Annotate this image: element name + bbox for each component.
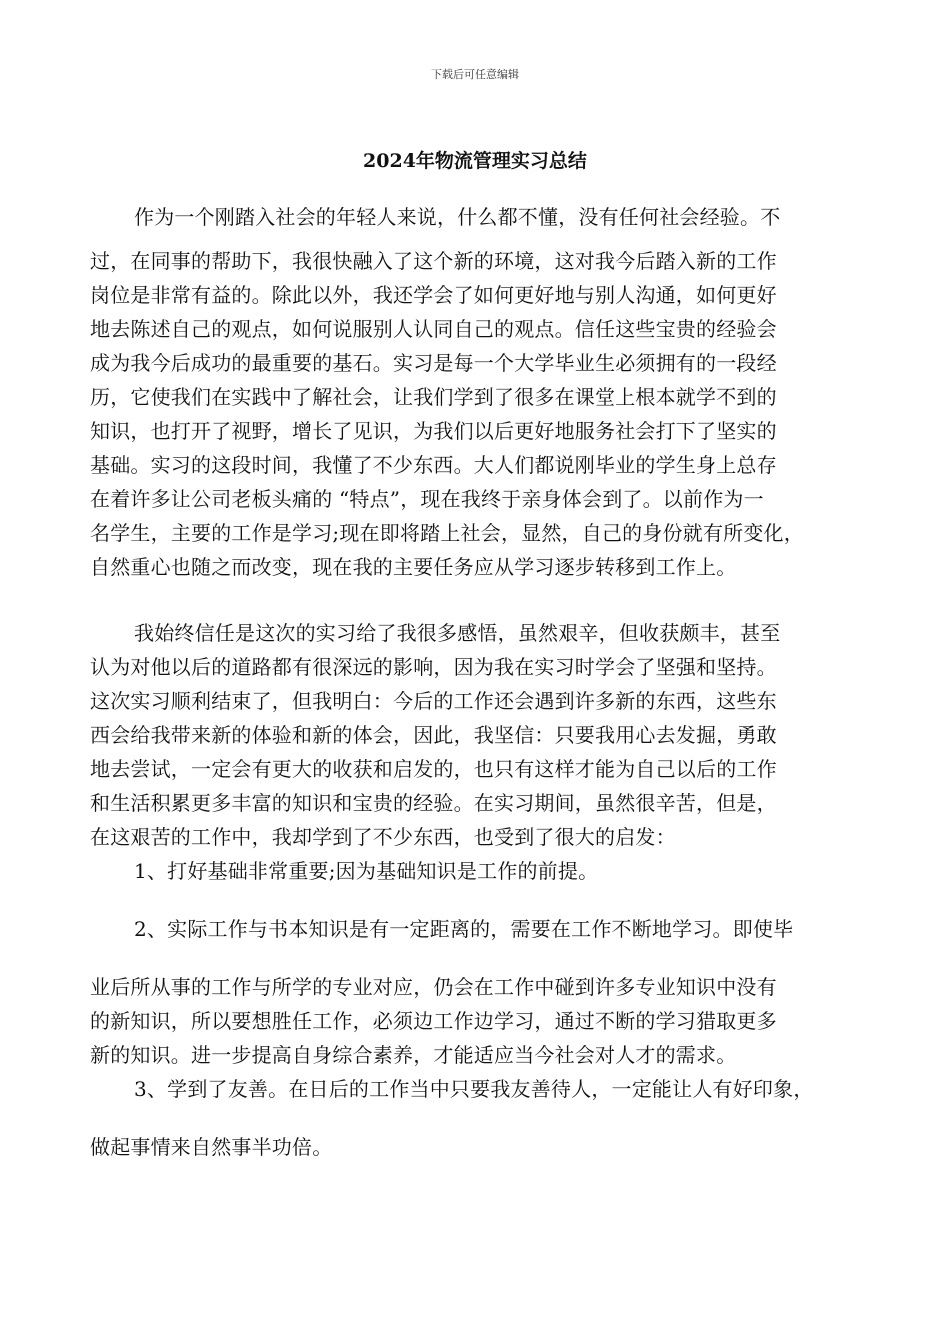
text-line: 地去陈述自己的观点，如何说服别人认同自己的观点。信任这些宝贵的经验会 <box>90 317 777 341</box>
text-line: 认为对他以后的道路都有很深远的影响，因为我在实习时学会了坚强和坚持。 <box>90 655 777 679</box>
text-line: 这次实习顺利结束了，但我明白：今后的工作还会遇到许多新的东西，这些东 <box>90 689 777 713</box>
page-title: 2024年物流管理实习总结 <box>363 150 587 172</box>
text-line: 基础。实习的这段时间，我懂了不少东西。大人们都说刚毕业的学生身上总存 <box>90 453 777 477</box>
text-line: 做起事情来自然事半功倍。 <box>90 1135 333 1159</box>
text-line: 历，它使我们在实践中了解社会，让我们学到了很多在课堂上根本就学不到的 <box>90 385 777 409</box>
text-line: 作为一个刚踏入社会的年轻人来说，什么都不懂，没有任何社会经验。不 <box>134 205 781 229</box>
text-line: 在着许多让公司老板头痛的 “特点”，现在我终于亲身体会到了。以前作为一 <box>90 487 764 511</box>
text-line: 地去尝试，一定会有更大的收获和启发的，也只有这样才能为自己以后的工作 <box>90 757 777 781</box>
text-line: 过，在同事的帮助下，我很快融入了这个新的环境，这对我今后踏入新的工作 <box>90 249 777 273</box>
text-line: 名学生，主要的工作是学习;现在即将踏上社会，显然，自己的身份就有所变化， <box>90 521 804 545</box>
text-line: 我始终信任是这次的实习给了我很多感悟，虽然艰辛，但收获颇丰，甚至 <box>134 621 781 645</box>
text-line: 知识，也打开了视野，增长了见识，为我们以后更好地服务社会打下了坚实的 <box>90 419 777 443</box>
text-line: 自然重心也随之而改变，现在我的主要任务应从学习逐步转移到工作上。 <box>90 555 737 579</box>
text-line: 的新知识，所以要想胜任工作，必须边工作边学习，通过不断的学习猎取更多 <box>90 1009 777 1033</box>
text-line: 2、实际工作与书本知识是有一定距离的，需要在工作不断地学习。即使毕 <box>134 917 794 941</box>
text-line: 3、学到了友善。在日后的工作当中只要我友善待人，一定能让人有好印象， <box>134 1077 814 1101</box>
text-line: 在这艰苦的工作中，我却学到了不少东西，也受到了很大的启发： <box>90 825 676 849</box>
text-line: 新的知识。进一步提高自身综合素养，才能适应当今社会对人才的需求。 <box>90 1043 737 1067</box>
text-line: 1、打好基础非常重要;因为基础知识是工作的前提。 <box>134 859 599 883</box>
text-line: 岗位是非常有益的。除此以外，我还学会了如何更好地与别人沟通，如何更好 <box>90 283 777 307</box>
text-line: 西会给我带来新的体验和新的体会，因此，我坚信：只要我用心去发掘，勇敢 <box>90 723 777 747</box>
text-line: 业后所从事的工作与所学的专业对应，仍会在工作中碰到许多专业知识中没有 <box>90 975 777 999</box>
text-line: 和生活积累更多丰富的知识和宝贵的经验。在实习期间，虽然很辛苦，但是， <box>90 791 777 815</box>
header-note: 下载后可任意编辑 <box>431 68 519 81</box>
text-line: 成为我今后成功的最重要的基石。实习是每一个大学毕业生必须拥有的一段经 <box>90 351 777 375</box>
